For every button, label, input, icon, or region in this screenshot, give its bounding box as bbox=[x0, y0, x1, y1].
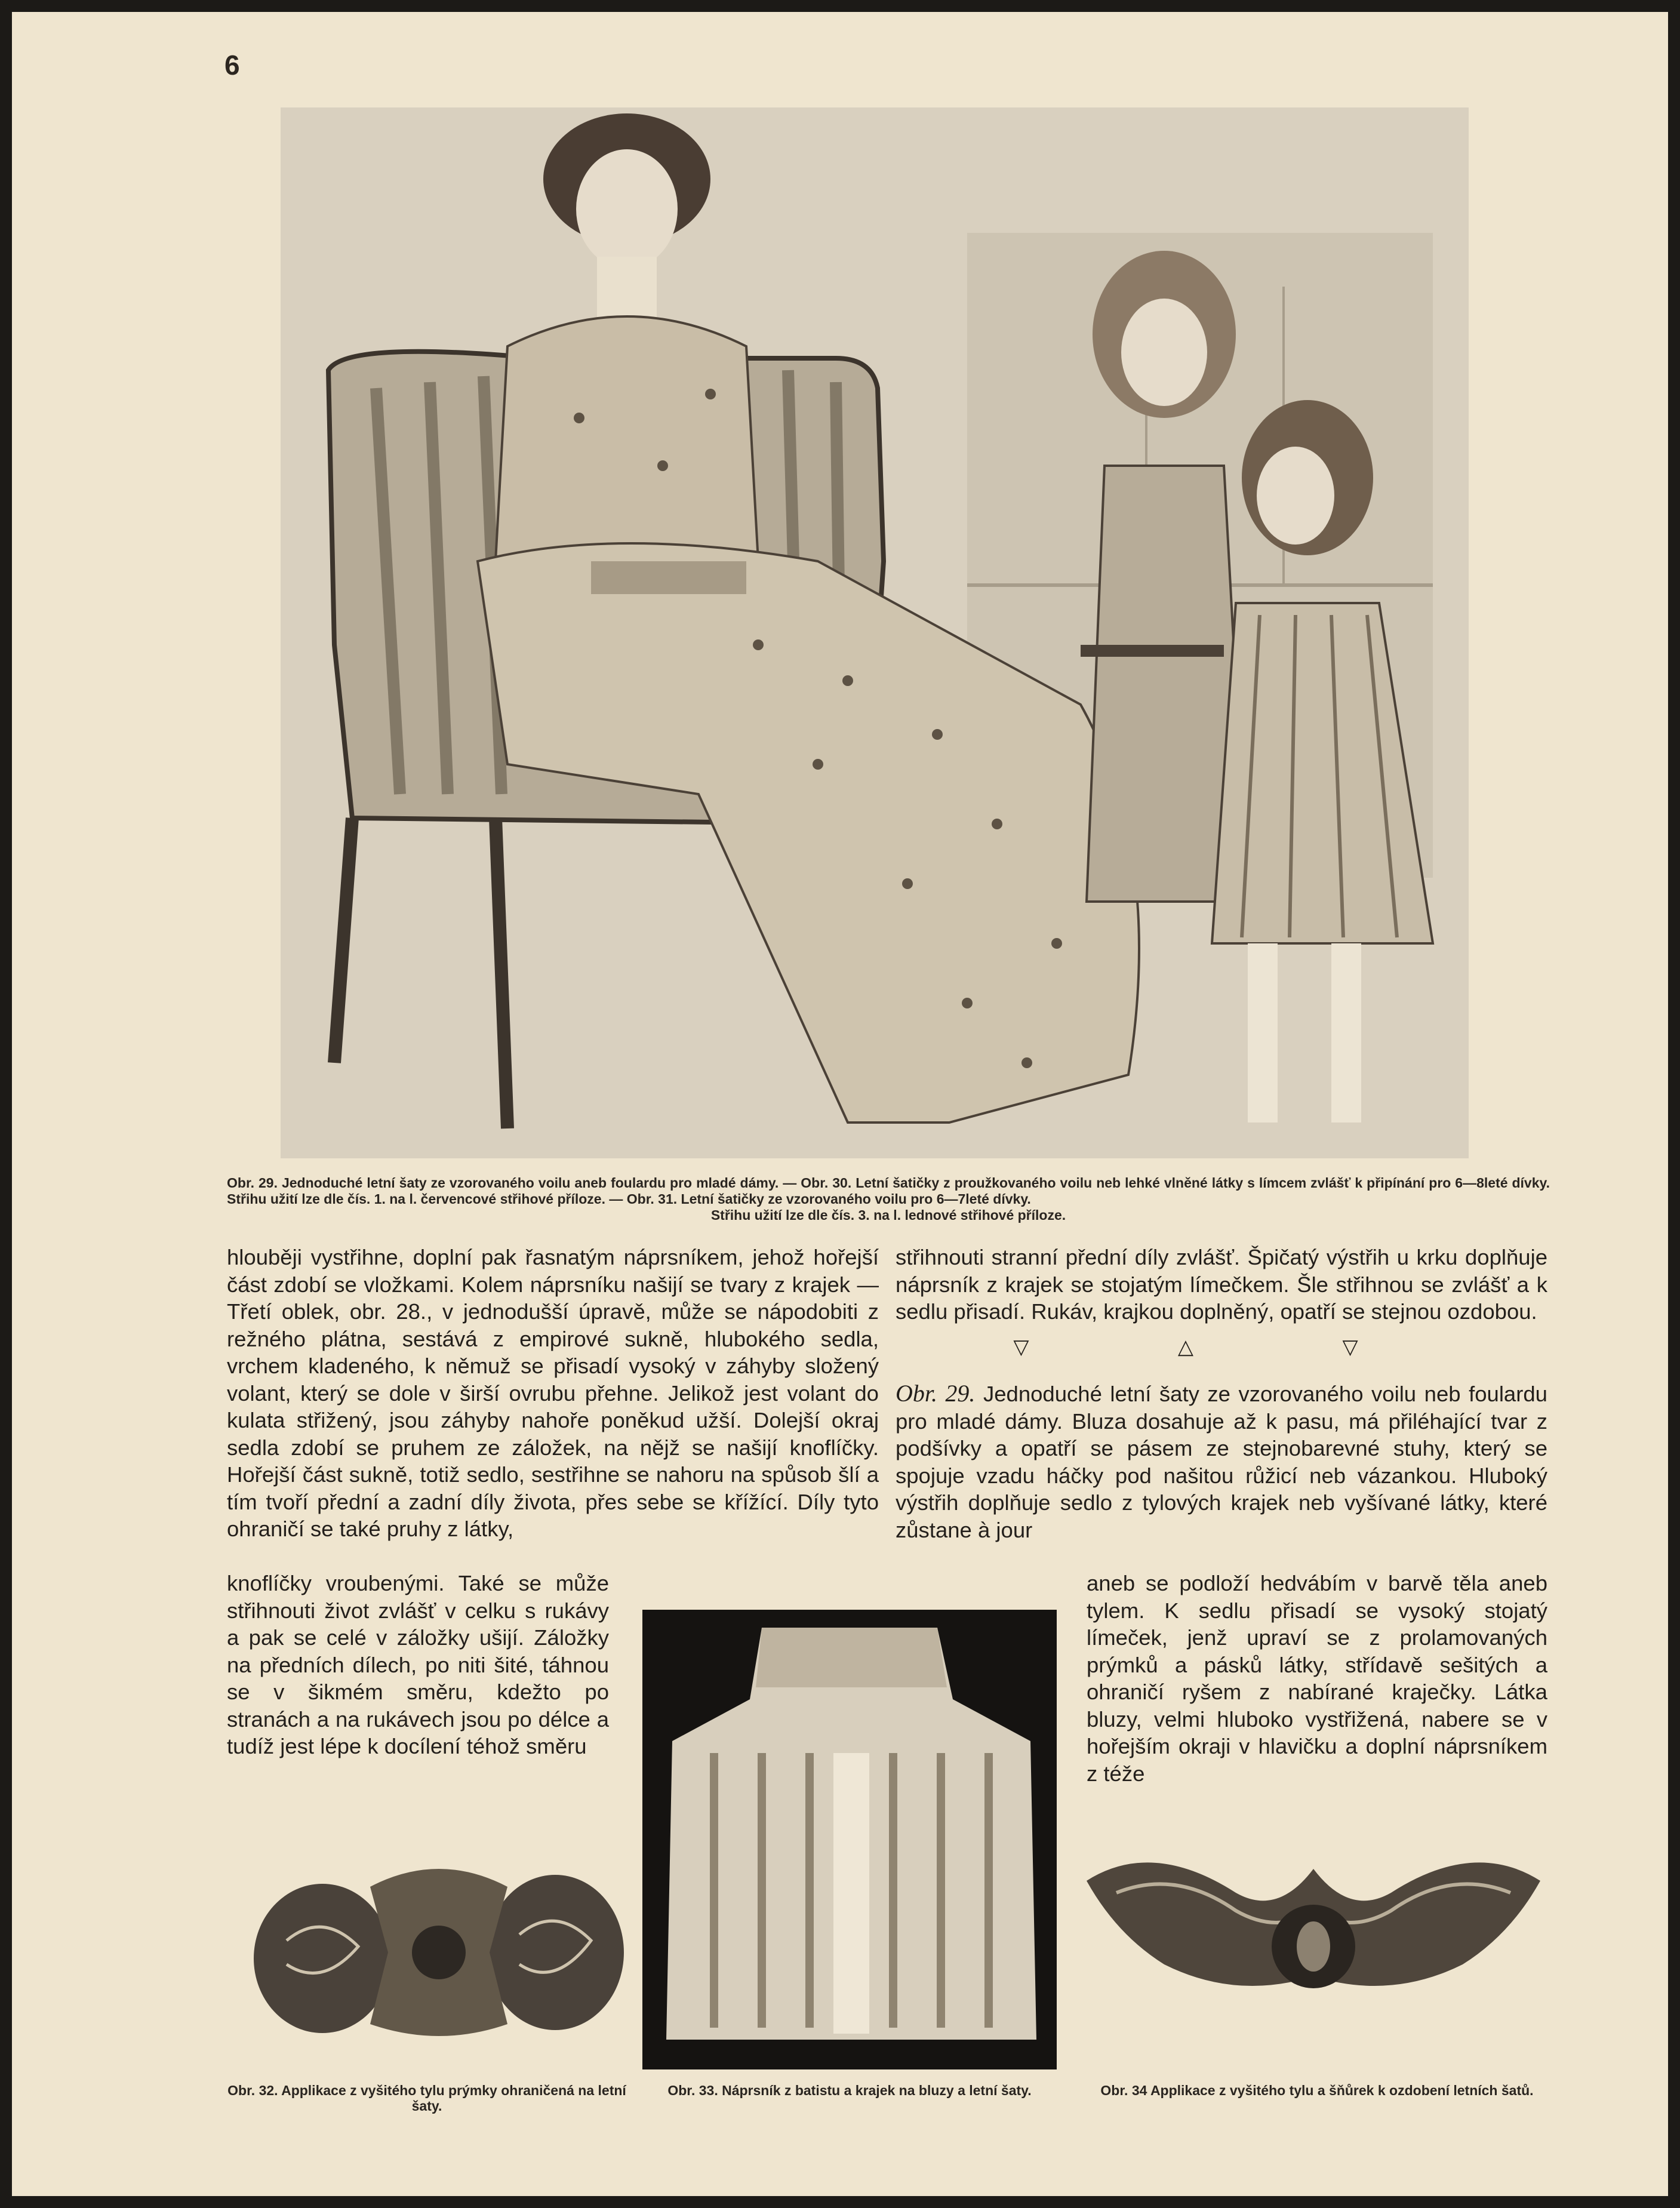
obr-32-illustration bbox=[251, 1851, 627, 2048]
applique-ornament-icon bbox=[1081, 1845, 1546, 2024]
right-column-paragraph-2 bbox=[896, 1380, 1547, 1543]
fashion-plate-svg bbox=[281, 107, 1469, 1158]
right-column-narrow-text bbox=[1087, 1570, 1547, 1787]
right-column-paragraph-3: aneb se podloží hedvábím v barvě těla aneb tylem. K sedlu přisadí se vysoký stojatý límeček, jenž upraví se z prolamovaných prýmků a pásků látky, střídavě sešitých a ohraničí ryšem z nabírané kraječky. Látka bluzy, velmi hluboko vystřižená, nabere se v hořejším okraji v hlavičku a doplní náprsníkem z téže bbox=[1087, 1571, 1547, 1786]
top-figure-caption bbox=[227, 1175, 1550, 1223]
lace-plastron-icon bbox=[642, 1610, 1057, 2069]
left-column-text bbox=[227, 1244, 879, 1543]
left-column-paragraph-2: knoflíčky vroubenými. Také se může střihnouti život zvlášť v celku s rukávy a pak se celé v záložky ušijí. Záložky na předních dílech, po niti šité, táhnou se v šikmém směru, kdežto po stranách a na rukávech jsou po délce a tudíž jest lépe k docílení téhož směru bbox=[227, 1571, 609, 1758]
top-caption-line-1: Obr. 29. Jednoduché letní šaty ze vzorovaného voilu aneb foulardu pro mladé dámy. — Obr. 30. Letní šatičky z proužkovaného voilu neb lehké vlněné látky s límcem bbox=[227, 1175, 1307, 1191]
top-caption-line-2: zvlášť k připínání pro 6—8leté dívky. Střihu užití lze dle čís. 1. na l. červencové střihové příloze. — Obr. 31. Letní šatičky ze vzorovaného voilu pro 6—7leté dívky. bbox=[227, 1175, 1550, 1207]
obr-34-illustration bbox=[1081, 1845, 1546, 2024]
obr-32-caption: Obr. 32. Applikace z vyšitého tylu prýmky ohraničená na letní šaty. bbox=[227, 2083, 626, 2114]
right-column-text bbox=[896, 1244, 1547, 1543]
section-separator: ▽ △ ▽ bbox=[1013, 1335, 1430, 1358]
obr-33-illustration bbox=[642, 1610, 1057, 2069]
main-illustration bbox=[281, 107, 1469, 1158]
left-column-paragraph-1: hlouběji vystřihne, doplní pak řasnatým náprsníkem, jehož hořejší část zdobí se vložkami. Kolem náprsníku našijí se tvary z krajek — Třetí oblek, obr. 28., v jednodušší úpravě, může se nápodobiti z režného plátna, sestává z empirové sukně, hlubokého sedla, vrchem kladeného, k němuž se přisadí vysoký v záhyby složený volant, který se dole v širší ovrubu přehne. Jelikož jest volant do kulata střižený, jsou záhyby nahoře poněkud užší. Dolejší okraj sedla zdobí se pruhem ze záložek, na nějž se našijí knoflíčky. Hořejší část sukně, totiž sedlo, sestřihne se nahoru na spůsob šlí a tím tvoří přední a zadní díly života, přes sebe se křížící. Díly tyto ohraničí se také pruhy z látky, bbox=[227, 1245, 879, 1541]
right-column-paragraph-1: střihnouti stranní přední díly zvlášť. Špičatý výstřih u krku doplňuje náprsník z krajek se stojatým límečkem. Šle střihnou se zvlášť a k sedlu přisadí. Rukáv, krajkou doplněný, opatří se stejnou ozdobou. bbox=[896, 1245, 1547, 1324]
obr-34-caption: Obr. 34 Applikace z vyšitého tylu a šňůrek k ozdobení letních šatů. bbox=[1100, 2083, 1534, 2098]
left-column-narrow-text bbox=[227, 1570, 609, 1760]
obr-29-label: Obr. 29. bbox=[896, 1380, 976, 1407]
magazine-page bbox=[12, 12, 1668, 2196]
top-caption-line-3: Střihu užití lze dle čís. 3. na l. lednové střihové příloze. bbox=[710, 1207, 1066, 1223]
obr-33-caption: Obr. 33. Náprsník z batistu a krajek na bluzy a letní šaty. bbox=[667, 2083, 1032, 2098]
applique-butterfly-icon bbox=[251, 1851, 627, 2048]
page-number: 6 bbox=[224, 50, 240, 81]
right-column-paragraph-2-text: Jednoduché letní šaty ze vzorovaného voilu neb foulardu pro mladé dámy. Bluza dosahuje až k pasu, má přiléhající tvar z podšívky a opatří se pásem ze stejnobarevné stuhy, který se spojuje vzadu háčky pod našitou růžicí neb vázankou. Hluboký výstřih doplňuje sedlo z tylových krajek neb vyšívané látky, které zůstane à jour bbox=[896, 1382, 1547, 1542]
